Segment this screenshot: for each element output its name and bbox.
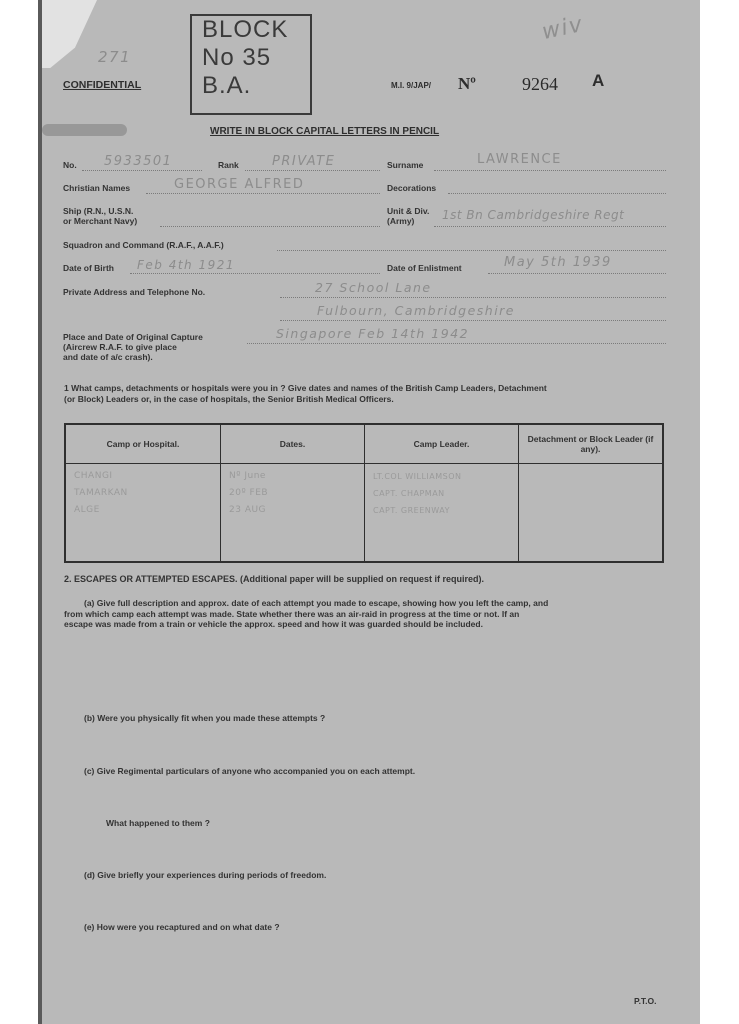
capture-label: Place and Date of Original Capture (Aircrew R.A.F. to give place and date of a/c crash).: [63, 332, 203, 362]
camps-column: [65, 464, 221, 563]
surname-value: LAWRENCE: [477, 152, 562, 167]
leader-entry: CAPT. GREENWAY: [373, 506, 450, 515]
no-label: No.: [63, 160, 77, 170]
block-stamp: [190, 14, 312, 115]
folded-corner: [42, 0, 97, 68]
camp-entry: ALGE: [74, 505, 100, 515]
unit-value: 1st Bn Cambridgeshire Regt: [442, 208, 625, 222]
paper-crease: [42, 124, 127, 136]
page-turn-note: P.T.O.: [634, 996, 657, 1006]
scan-margin-left: [0, 0, 38, 1024]
date-of-birth-label: Date of Birth: [63, 263, 114, 273]
question-2e: (e) How were you recaptured and on what date ?: [84, 922, 280, 932]
scan-margin-right: [700, 0, 739, 1024]
address-label: Private Address and Telephone No.: [63, 287, 206, 297]
camp-entry: TAMARKAN: [74, 488, 128, 498]
ship-label: Ship (R.N., U.S.N. or Merchant Navy): [63, 206, 138, 226]
camp-entry: CHANGI: [74, 471, 113, 481]
decorations-label: Decorations: [387, 183, 437, 193]
leader-entry: LT.COL WILLIAMSON: [373, 472, 462, 481]
enlistment-value: May 5th 1939: [504, 255, 612, 270]
handwritten-initials: wiv: [539, 11, 586, 46]
form-number-suffix: A: [592, 71, 605, 90]
camps-table: [64, 423, 664, 563]
stamp-line-ba: B.A.: [202, 72, 252, 99]
dates-column: [221, 464, 365, 563]
christian-names-label: Christian Names: [63, 183, 131, 193]
unit-label: Unit & Div. (Army): [387, 206, 430, 226]
enlistment-label: Date of Enlistment: [387, 263, 462, 273]
address-line-2: Fulbourn, Cambridgeshire: [317, 303, 515, 318]
address-line-1: 27 School Lane: [315, 280, 432, 295]
question-2b: (b) Were you physically fit when you made these attempts ?: [84, 713, 326, 723]
header-detachment-leader: Detachment or Block Leader (if any).: [519, 424, 664, 464]
capture-value: Singapore Feb 14th 1942: [276, 326, 470, 341]
header-camp: Camp or Hospital.: [65, 424, 221, 464]
form-number: 9264: [522, 74, 558, 94]
question-1: 1 What camps, detachments or hospitals were you in ? Give dates and names of the British Camp Leaders, Detachment (or Block) Leaders or, in the case of hospitals, the Senior British Medical Officers.: [64, 383, 547, 404]
detachment-column: [519, 464, 664, 563]
squadron-label: Squadron and Command (R.A.F., A.A.F.): [63, 240, 224, 250]
christian-names-value: GEORGE ALFRED: [174, 177, 305, 192]
question-2c: (c) Give Regimental particulars of anyone who accompanied you on each attempt.: [84, 766, 416, 776]
question-2a: (a) Give full description and approx. date of each attempt you made to escape, showing how you left the camp, and from which camp each attempt was made. State whether there was an air-raid in progress at the time or not. If an escape was made from a train or vehicle the approx. speed and how it was guarded should be included.: [64, 598, 549, 629]
date-entry: 20º FEB: [229, 488, 269, 498]
leaders-column: [365, 464, 519, 563]
instruction-heading: WRITE IN BLOCK CAPITAL LETTERS IN PENCIL: [210, 126, 440, 137]
leader-entry: CAPT. CHAPMAN: [373, 489, 445, 498]
header-dates: Dates.: [221, 424, 365, 464]
question-2c-followup: What happened to them ?: [106, 818, 210, 828]
header-camp-leader: Camp Leader.: [365, 424, 519, 464]
rank-label: Rank: [218, 160, 239, 170]
date-entry: Nº June: [229, 471, 266, 481]
surname-label: Surname: [387, 160, 424, 170]
stamp-line-block: BLOCK: [202, 16, 289, 43]
question-2d: (d) Give briefly your experiences during periods of freedom.: [84, 870, 327, 880]
confidential-label: CONFIDENTIAL: [63, 79, 142, 91]
form-page: [42, 0, 700, 1024]
date-entry: 23 AUG: [229, 505, 267, 515]
reference-code: M.I. 9/JAP/: [391, 81, 432, 90]
margin-note: 271: [98, 48, 132, 66]
rank-value: PRIVATE: [272, 154, 336, 169]
question-2-heading: 2. ESCAPES OR ATTEMPTED ESCAPES. (Additional paper will be supplied on request if required).: [64, 574, 485, 584]
stamp-line-number: No 35: [202, 44, 272, 71]
no-value: 5933501: [104, 154, 173, 169]
number-label: Nº: [458, 74, 476, 93]
date-of-birth-value: Feb 4th 1921: [137, 258, 236, 272]
